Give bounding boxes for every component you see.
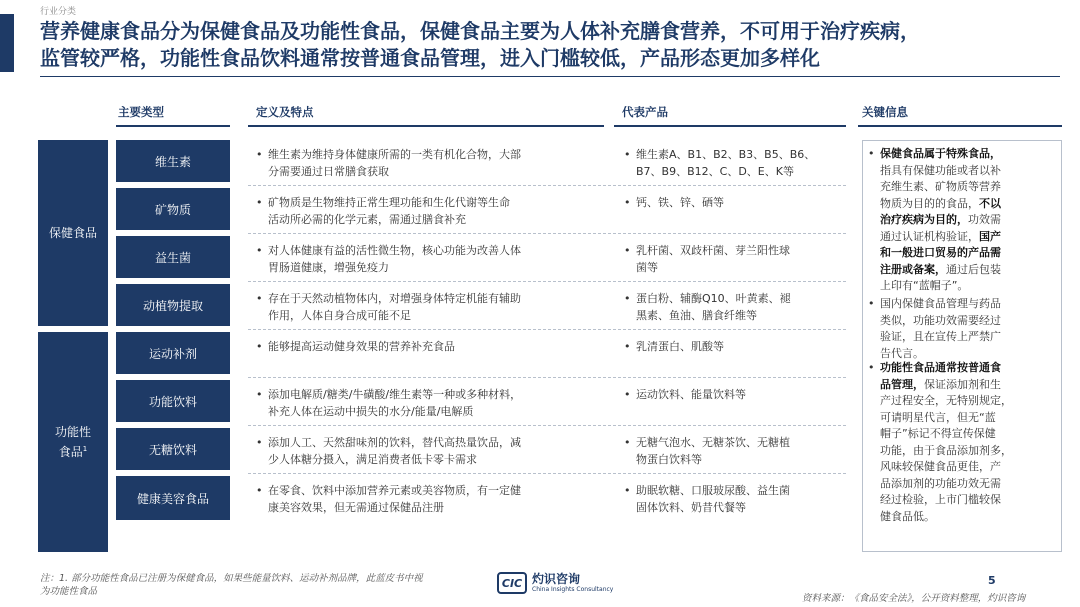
key-info-line: 可请明星代言，但无“蓝 <box>880 410 996 424</box>
section-label: 行业分类 <box>40 7 77 17</box>
group-functional-food <box>38 332 108 552</box>
col-header-definition: 定义及特点 <box>256 105 314 119</box>
title-divider <box>40 76 1060 77</box>
definition-row: • 维生素为维持身体健康所需的一类有机化合物，大部 分需要通过日常膳食获取 <box>256 148 521 178</box>
bullet-icon: • <box>868 147 875 160</box>
key-info-line: 功能，由于食品添加剂多， <box>880 443 1012 457</box>
type-cell-mineral: 矿物质 <box>116 188 230 230</box>
bullet-icon: • <box>256 196 263 209</box>
key-info-line: 经过检验，上市门槛较保 <box>880 493 1001 506</box>
definition-row: • 矿物质是生物维持正常生理功能和生化代谢等生命 活动所必需的化学元素，需通过膳食补充 <box>256 196 510 226</box>
page-title <box>40 18 1050 72</box>
key-info-paragraph-2 <box>868 296 1058 362</box>
bullet-icon: • <box>868 297 875 310</box>
col-header-rule-key-info <box>858 125 1062 127</box>
bullet-icon: • <box>256 244 263 257</box>
group-functional-label-2: 食品$^1$ <box>58 444 88 459</box>
bullet-icon: • <box>624 196 631 209</box>
definition-row: • 在零食、饮料中添加营养元素或美容物质，有一定健 康美容效果，但无需通过保健品注册 <box>256 484 521 514</box>
key-info-line: 健食品低。 <box>880 509 935 523</box>
page-title-line-1: 营养健康食品分为保健食品及功能性食品，保健食品主要为人体补充膳食营养，不可用于治疗疾病， <box>40 19 920 43</box>
bullet-icon: • <box>624 484 631 497</box>
definition-row: • 添加电解质/糖类/牛磺酸/维生素等一种或多种材料， 补充人体在运动中损失的水分/能量/电解质 <box>256 388 522 418</box>
col-header-rule-products <box>614 125 846 127</box>
row-separator <box>248 233 846 234</box>
bullet-icon: • <box>256 340 263 353</box>
product-row: • 助眠软糖、口服玻尿酸、益生菌 固体饮料、奶昔代餐等 <box>624 484 790 514</box>
bullet-icon: • <box>624 292 631 305</box>
bullet-icon: • <box>624 436 631 449</box>
group-health-food-label: 保健食品 <box>48 225 97 240</box>
col-header-rule-type <box>116 125 230 127</box>
key-info-line: 帽子”标记不得宣传保健 <box>880 427 996 440</box>
key-info-line: 充维生素、矿物质等营养 <box>880 180 1001 193</box>
key-info-line: 告代言。 <box>880 346 924 360</box>
bullet-icon: • <box>624 388 631 401</box>
product-row: • 维生素A、B1、B2、B3、B5、B6、 B7、B9、B12、C、D、E、K等 <box>624 148 816 178</box>
row-separator <box>248 329 846 330</box>
type-cell-probiotic: 益生菌 <box>116 236 230 278</box>
company-logo <box>497 572 613 594</box>
page-number: 5 <box>988 574 996 587</box>
key-info-line: 保健食品属于特殊食品， <box>880 147 1001 160</box>
key-info-paragraph-1 <box>868 146 1058 295</box>
product-row: • 蛋白粉、辅酶Q10、叶黄素、褪 黑素、鱼油、膳食纤维等 <box>624 292 791 322</box>
key-info-line: 验证，且在宣传上严禁广 <box>880 330 1001 343</box>
key-info-line: 品添加剂的功能功效无需 <box>880 476 1001 490</box>
key-info-line: 通过认证机构验证，国产 <box>880 229 1001 243</box>
type-cell-sports-supplement: 运动补剂 <box>116 332 230 374</box>
key-info-line: 治疗疾病为目的，功效需 <box>880 213 1001 226</box>
row-separator <box>248 281 846 282</box>
key-info-line: 产过程安全，无特别规定， <box>880 394 1012 407</box>
key-info-paragraph-3 <box>868 360 1058 525</box>
definition-row: • 能够提高运动健身效果的营养补充食品 <box>256 340 455 353</box>
type-cell-plant-extract: 动植物提取 <box>116 284 230 326</box>
row-separator <box>248 473 846 474</box>
logo-name-cn: 灼识咨询 <box>532 572 581 586</box>
key-info-line: 风味较保健食品更佳，产 <box>880 460 1001 473</box>
product-row: • 乳杆菌、双歧杆菌、芽兰阳性球 菌等 <box>624 244 790 274</box>
bullet-icon: • <box>256 292 263 305</box>
definition-row: • 对人体健康有益的活性微生物，核心功能为改善人体 胃肠道健康，增强免疫力 <box>256 244 521 274</box>
key-info-line: 指具有保健功能或者以补 <box>880 163 1001 177</box>
product-row: • 钙、铁、锌、硒等 <box>624 196 724 209</box>
page-title-line-2: 监管较严格，功能性食品饮料通常按普通食品管理，进入门槛较低，产品形态更加多样化 <box>40 46 820 70</box>
bullet-icon: • <box>624 148 631 161</box>
row-separator <box>248 185 846 186</box>
row-separator <box>248 425 846 426</box>
type-cell-functional-drink: 功能饮料 <box>116 380 230 422</box>
bullet-icon: • <box>256 388 263 401</box>
title-accent-bar <box>0 14 14 72</box>
bullet-icon: • <box>624 244 631 257</box>
key-info-line: 和一般进口贸易的产品需 <box>880 246 1001 259</box>
group-functional-label-1: 功能性 <box>54 424 91 439</box>
definition-row: • 添加人工、天然甜味剂的饮料，替代高热量饮品，减 少人体糖分摄入，满足消费者低卡零卡需求 <box>256 436 521 466</box>
col-header-key-info: 关键信息 <box>862 105 908 119</box>
row-separator <box>248 377 846 378</box>
key-info-line: 上印有“蓝帽子”。 <box>880 279 969 292</box>
product-row: • 乳清蛋白、肌酸等 <box>624 340 724 353</box>
type-cell-sugar-free-drink: 无糖饮料 <box>116 428 230 470</box>
definition-row: • 存在于天然动植物体内，对增强身体特定机能有辅助 作用，人体自身合成可能不足 <box>256 292 521 322</box>
bullet-icon: • <box>624 340 631 353</box>
key-info-line: 类似，功能功效需要经过 <box>880 313 1001 327</box>
footnote-marker: 1 <box>82 444 88 453</box>
footnote: 注：1. 部分功能性食品已注册为保健食品，如果些能量饮料、运动补剂品牌，此蓝皮书中视 为功能性食品 <box>40 573 423 597</box>
bullet-icon: • <box>868 361 875 374</box>
product-row: • 无糖气泡水、无糖茶饮、无糖植 物蛋白饮料等 <box>624 436 790 466</box>
logo-name-en: China Insights Consultancy <box>532 586 614 593</box>
type-cell-vitamin: 维生素 <box>116 140 230 182</box>
key-info-line: 品管理，保证添加剂和生 <box>880 377 1001 391</box>
bullet-icon: • <box>256 436 263 449</box>
bullet-icon: • <box>256 484 263 497</box>
col-header-rule-definition <box>248 125 604 127</box>
col-header-products: 代表产品 <box>622 105 668 119</box>
key-info-line: 国内保健食品管理与药品 <box>880 297 1001 310</box>
col-header-type: 主要类型 <box>118 105 164 119</box>
key-info-line: 注册或备案，通过后包装 <box>880 262 1001 276</box>
key-info-line: 物质为目的的食品，不以 <box>880 196 1001 210</box>
type-cell-beauty-food: 健康美容食品 <box>116 476 230 520</box>
logo-mark-icon: CIC <box>497 572 527 594</box>
product-row: • 运动饮料、能量饮料等 <box>624 388 746 401</box>
source-note: 资料来源：《食品安全法》，公开资料整理，灼识咨询 <box>802 593 1026 604</box>
group-health-food <box>38 140 108 326</box>
key-info-line: 功能性食品通常按普通食 <box>880 361 1001 374</box>
bullet-icon: • <box>256 148 263 161</box>
